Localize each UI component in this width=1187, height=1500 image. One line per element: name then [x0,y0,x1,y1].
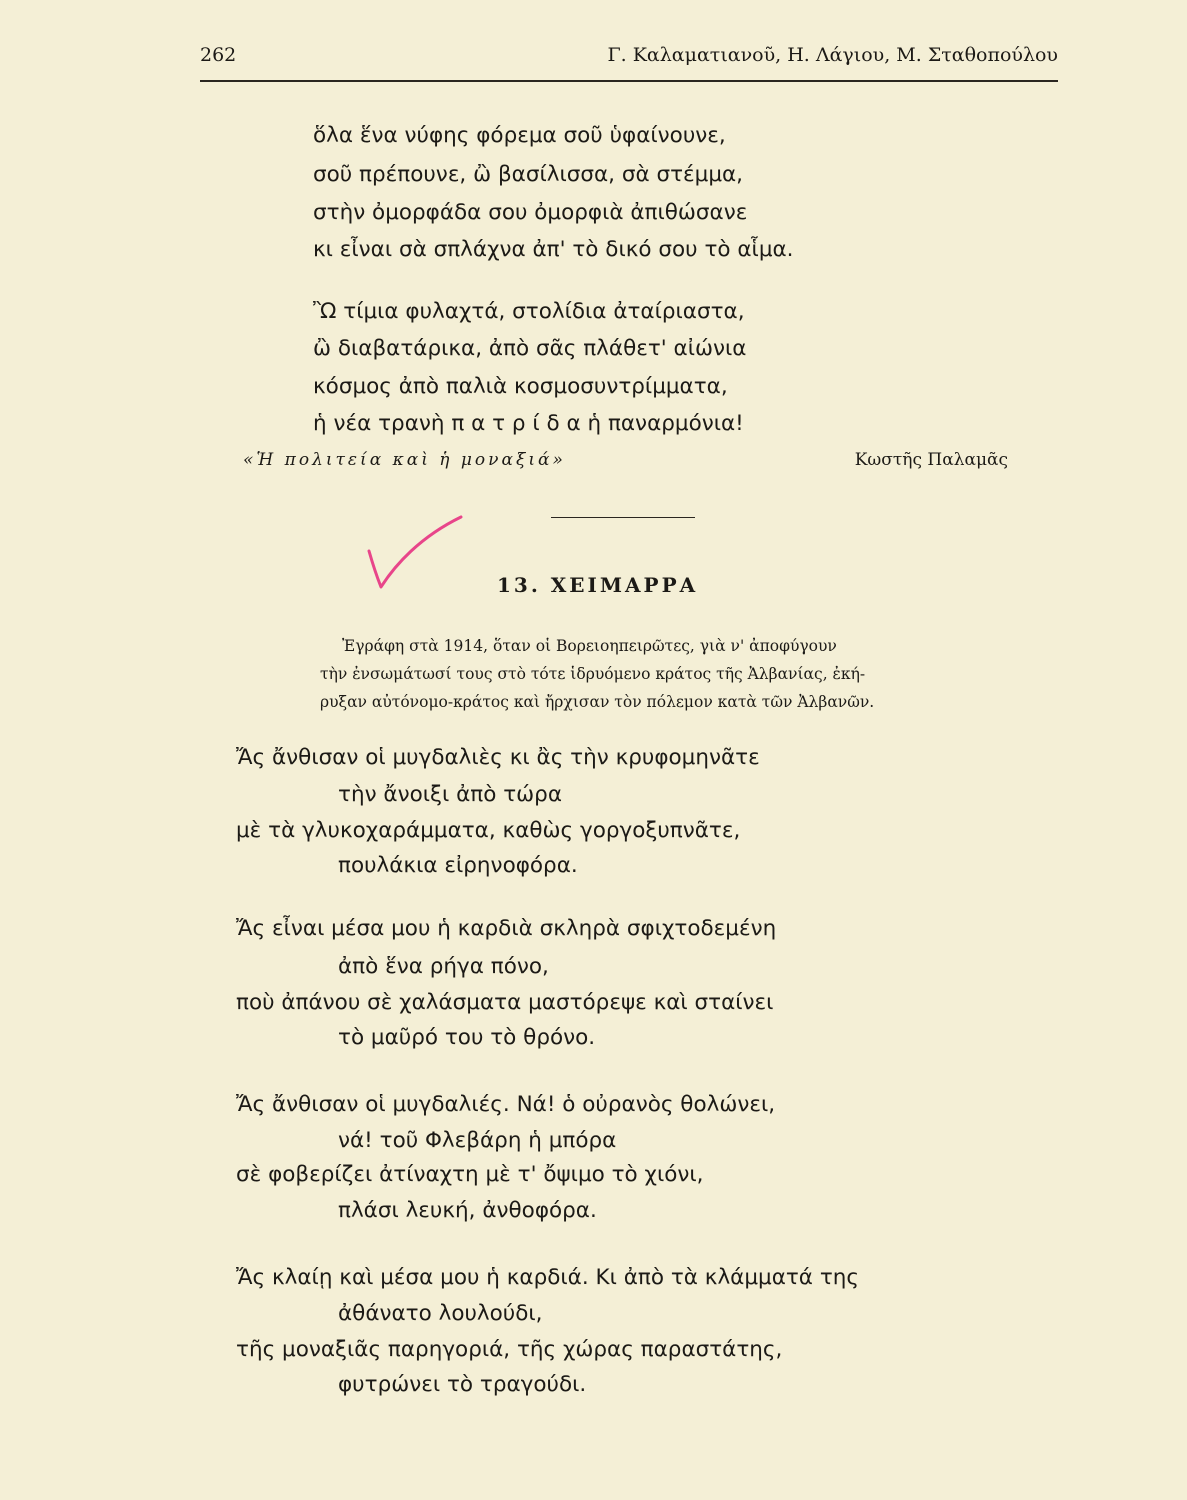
poem-line: Ἄς εἶναι μέσα μου ἡ καρδιὰ σκληρὰ σφιχτοδεμένη [236,916,777,941]
poem-line: ποὺ ἀπάνου σὲ χαλάσματα μαστόρεψε καὶ σταίνει [236,990,774,1015]
poem-line: τὸ μαῦρό του τὸ θρόνο. [338,1025,596,1050]
header-rule [200,80,1058,82]
checkmark-icon [365,515,465,595]
poem-line: στὴν ὀμορφάδα σου ὀμορφιὰ ἀπιθώσανε [313,200,748,225]
poem-line: ἀθάνατο λουλούδι, [338,1301,543,1326]
poem-line: κι εἶναι σὰ σπλάχνα ἀπ' τὸ δικό σου τὸ αἷμα. [313,237,794,262]
poem-line: πουλάκια εἰρηνοφόρα. [338,853,578,878]
poem-line: Ἄς κλαίῃ καὶ μέσα μου ἡ καρδιά. Κι ἀπὸ τὰ κλάμματά της [236,1265,860,1290]
poem-line: Ἄς ἄνθισαν οἱ μυγδαλιές. Νά! ὁ οὐρανὸς θολώνει, [236,1092,776,1117]
note-line: τὴν ἐνσωμάτωσί τους στὸ τότε ἱδρυόμενο κράτος τῆς Ἀλβανίας, ἐκή- [320,665,866,683]
poem-line: νά! τοῦ Φλεβάρη ἡ μπόρα [338,1128,617,1153]
poem-line: σοῦ πρέπουνε, ὢ βασίλισσα, σὰ στέμμα, [313,162,744,187]
poem-line: κόσμος ἀπὸ παλιὰ κοσμοσυντρίμματα, [313,374,728,399]
poem-line: Ἄς ἄνθισαν οἱ μυγδαλιὲς κι ἂς τὴν κρυφομηνᾶτε [236,745,760,770]
poem-line: ἀπὸ ἕνα ρήγα πόνο, [338,954,549,979]
poem-line: ὢ διαβατάρικα, ἀπὸ σᾶς πλάθετ' αἰώνια [313,336,747,361]
poem-line: τῆς μοναξιᾶς παρηγοριά, τῆς χώρας παραστάτης, [236,1337,783,1362]
poem-line: Ὢ τίμια φυλαχτά, στολίδια ἀταίριαστα, [313,299,745,324]
page-number: 262 [200,44,237,66]
poem-line: φυτρώνει τὸ τραγούδι. [338,1372,587,1397]
poem-line: ἡ νέα τρανὴ π α τ ρ ί δ α ἡ παναρμόνια! [313,411,744,436]
section-separator [551,517,695,518]
poet-name: Κωστῆς Παλαμᾶς [854,450,1008,470]
poem-line: ὅλα ἕνα νύφης φόρεμα σοῦ ὑφαίνουνε, [313,123,726,148]
section-title: 13. ΧΕΙΜΑΡΡΑ [497,573,699,597]
section-note [320,632,874,716]
poem-line: τὴν ἄνοιξι ἀπὸ τώρα [338,782,562,807]
note-line: ρυξαν αὐτόνομο-κράτος καὶ ἤρχισαν τὸν πόλεμον κατὰ τῶν Ἀλβανῶν. [320,693,875,711]
note-line: Ἐγράφη στὰ 1914, ὅταν οἱ Βορειοηπειρῶτες, γιὰ ν' ἀποφύγουν [342,637,837,655]
poem-line: πλάσι λευκή, ἀνθοφόρα. [338,1198,597,1223]
running-head-authors: Γ. Καλαματιανοῦ, Η. Λάγιου, Μ. Σταθοπούλου [607,44,1058,66]
poem-line: σὲ φοβερίζει ἀτίναχτη μὲ τ' ὄψιμο τὸ χιόνι, [236,1162,704,1187]
poem-line: μὲ τὰ γλυκοχαράμματα, καθὼς γοργοξυπνᾶτε, [236,818,741,843]
poem-source: «Ἡ πολιτεία καὶ ἡ μοναξιά» [243,450,566,470]
